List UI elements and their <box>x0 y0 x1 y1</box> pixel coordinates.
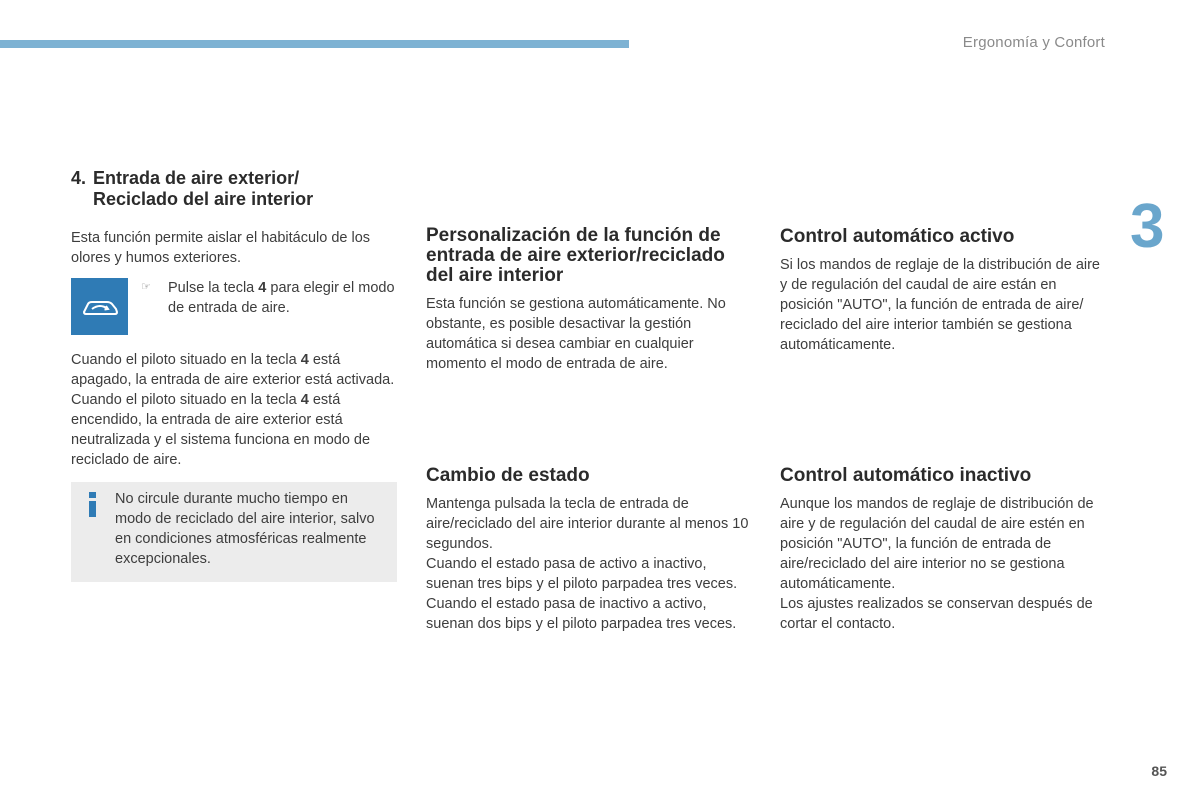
auto-inactive-p1: Aunque los mandos de reglaje de distribución de aire y de regulación del caudal de aire estén en posición "AUTO", la función de entrada de aire/reciclado del aire interior no se gestiona automáticamente. <box>780 496 1094 592</box>
chapter-number: 3 <box>1130 192 1165 261</box>
auto-active-body: Si los mandos de reglaje de la distribución de aire y de regulación del caudal de aire están en posición "AUTO", la función de entrada de aire/ reciclado del aire interior también se gestiona automáticamente. <box>780 257 1100 353</box>
header-accent-bar <box>0 40 629 48</box>
state-change-heading: Cambio de estado <box>426 465 590 486</box>
personalization-body: Esta función se gestiona automáticamente. No obstante, es posible desactivar la gestión automática si desea cambiar en cualquier momento el modo de entrada de aire. <box>426 296 726 372</box>
personalization-heading: Personalización de la función de entrada de aire exterior/reciclado del aire interior <box>426 225 725 286</box>
section-title-line1: Entrada de aire exterior/ <box>93 168 300 188</box>
info-icon <box>86 492 100 518</box>
state-change-p1: Mantenga pulsada la tecla de entrada de aire/reciclado del aire interior durante al menos 10 segundos. <box>426 496 749 552</box>
state-change-p3: Cuando el estado pasa de inactivo a activo, suenan dos bips y el piloto parpadea tres veces. <box>426 596 737 632</box>
section-title-line2: Reciclado del aire interior <box>93 189 314 209</box>
auto-inactive-p2: Los ajustes realizados se conservan después de cortar el contacto. <box>780 596 1093 632</box>
section-number: 4. <box>71 168 87 188</box>
section-4 <box>71 168 401 582</box>
info-note-text: No circule durante mucho tiempo en modo de reciclado del aire interior, salvo en condiciones atmosféricas realmente excepcionales. <box>115 491 375 567</box>
auto-active-heading: Control automático activo <box>780 226 1015 247</box>
info-note <box>71 482 397 582</box>
led-on-paragraph: Cuando el piloto situado en la tecla 4 está encendido, la entrada de aire exterior está neutralizada y el sistema funciona en modo de reciclado de aire. <box>71 392 371 468</box>
key-instruction <box>71 278 401 342</box>
state-change-p2: Cuando el estado pasa de activo a inactivo, suenan tres bips y el piloto parpadea tres veces. <box>426 556 738 592</box>
auto-active-section <box>780 226 1110 355</box>
auto-inactive-heading: Control automático inactivo <box>780 465 1032 486</box>
page-number: 85 <box>1151 763 1167 779</box>
state-change-section <box>426 465 756 634</box>
section-4-heading <box>71 168 401 210</box>
key-instruction-text: Pulse la tecla 4 para elegir el modo de entrada de aire. <box>168 280 395 316</box>
bullet-arrow-icon: ☞ <box>141 281 151 293</box>
led-off-paragraph: Cuando el piloto situado en la tecla 4 está apagado, la entrada de aire exterior está activada. <box>71 352 395 388</box>
auto-inactive-section <box>780 465 1110 634</box>
section-title: Ergonomía y Confort <box>962 34 1105 51</box>
car-air-recirculation-icon <box>71 278 128 335</box>
personalization-section <box>426 226 756 374</box>
section-4-intro: Esta función permite aislar el habitáculo de los olores y humos exteriores. <box>71 230 371 266</box>
